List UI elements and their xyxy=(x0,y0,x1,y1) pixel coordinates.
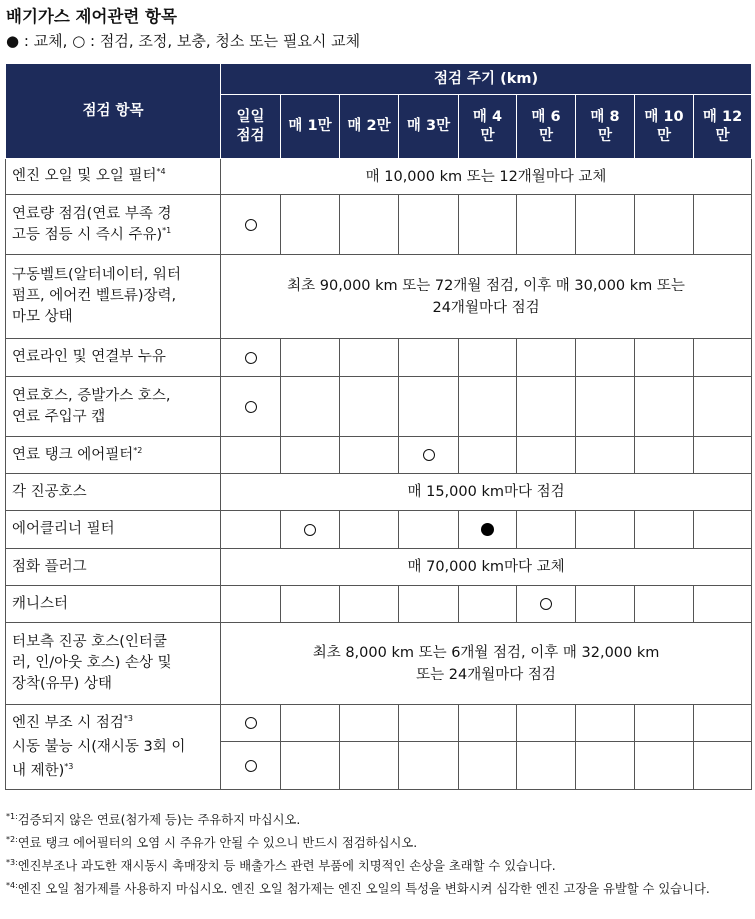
interval-text xyxy=(221,255,752,339)
schedule-cell xyxy=(576,742,635,790)
item-name xyxy=(6,623,221,705)
schedule-cell xyxy=(221,195,281,255)
footnote xyxy=(6,881,752,898)
table-row xyxy=(6,586,752,623)
item-line: 고등 점등 시 즉시 주유) xyxy=(12,226,163,243)
interval-line: 매 70,000 km마다 교체 xyxy=(407,559,565,575)
schedule-cell xyxy=(576,195,635,255)
schedule-cell xyxy=(281,511,340,549)
schedule-cell xyxy=(694,437,752,474)
note-ref: *2 xyxy=(133,445,143,455)
item-line: 터보측 진공 호스(인터쿨 xyxy=(12,634,167,650)
check-mark-icon xyxy=(245,352,257,364)
period-line: 매 3만 xyxy=(406,118,451,134)
period-line: 점검 xyxy=(236,127,265,144)
schedule-cell xyxy=(694,586,752,623)
schedule-cell xyxy=(576,437,635,474)
period-line: 일일 xyxy=(236,108,265,125)
schedule-cell xyxy=(340,586,399,623)
item-name xyxy=(6,511,221,549)
schedule-cell xyxy=(340,511,399,549)
table-row xyxy=(6,377,752,437)
header-period-cell xyxy=(694,95,752,159)
table-row xyxy=(6,255,752,339)
table-row xyxy=(6,339,752,377)
schedule-cell xyxy=(221,742,281,790)
schedule-cell xyxy=(281,705,340,742)
maintenance-table xyxy=(5,63,752,790)
header-period-cell xyxy=(517,95,576,159)
schedule-cell xyxy=(517,195,576,255)
schedule-cell xyxy=(694,195,752,255)
item-name xyxy=(6,437,221,474)
check-mark-icon xyxy=(245,760,257,772)
schedule-cell xyxy=(517,437,576,474)
note-ref: *1 xyxy=(162,225,172,235)
item-line: 펌프, 에어컨 벨트류)장력, xyxy=(12,288,177,304)
interval-line: 매 15,000 km마다 점검 xyxy=(407,484,565,500)
schedule-cell xyxy=(399,437,459,474)
item-name xyxy=(6,339,221,377)
table-row xyxy=(6,623,752,705)
schedule-cell xyxy=(576,705,635,742)
header-item: 점검 항목 xyxy=(6,64,221,159)
schedule-cell xyxy=(340,705,399,742)
interval-text xyxy=(221,474,752,511)
period-line: 만 xyxy=(538,127,553,144)
item-line: 마모 상태 xyxy=(12,309,73,325)
item-name xyxy=(6,474,221,511)
table-row xyxy=(6,549,752,586)
table-row xyxy=(6,159,752,195)
footnote-mark: *1: xyxy=(6,811,18,821)
schedule-cell xyxy=(576,511,635,549)
schedule-cell xyxy=(576,586,635,623)
schedule-cell xyxy=(340,742,399,790)
item-line: 엔진 오일 및 오일 필터 xyxy=(12,168,157,184)
schedule-cell xyxy=(340,195,399,255)
schedule-cell xyxy=(340,339,399,377)
schedule-cell xyxy=(459,339,517,377)
schedule-cell xyxy=(459,742,517,790)
item-line: 연료라인 및 연결부 누유 xyxy=(12,349,166,365)
item-name xyxy=(6,195,221,255)
footnotes xyxy=(6,812,752,904)
schedule-cell xyxy=(281,742,340,790)
schedule-cell xyxy=(635,511,694,549)
footnote xyxy=(6,835,752,852)
item-line: 내 제한) xyxy=(12,763,65,779)
schedule-cell xyxy=(694,705,752,742)
period-line: 만 xyxy=(597,127,612,144)
header-period-cell xyxy=(281,95,340,159)
schedule-cell xyxy=(576,377,635,437)
interval-line: 최초 8,000 km 또는 6개월 점검, 이후 매 32,000 km xyxy=(312,644,660,661)
check-mark-icon xyxy=(423,449,435,461)
schedule-cell xyxy=(459,195,517,255)
interval-text xyxy=(221,623,752,705)
schedule-cell xyxy=(517,377,576,437)
interval-line: 또는 24개월마다 점검 xyxy=(416,666,556,683)
schedule-cell xyxy=(635,705,694,742)
item-line: 캐니스터 xyxy=(12,595,69,612)
item-name xyxy=(6,586,221,623)
period-line: 매 10 xyxy=(644,108,684,125)
item-name xyxy=(6,377,221,437)
schedule-cell xyxy=(399,705,459,742)
item-line: 각 진공호스 xyxy=(12,483,87,500)
schedule-cell xyxy=(221,437,281,474)
schedule-cell xyxy=(221,339,281,377)
schedule-cell xyxy=(459,437,517,474)
item-name xyxy=(6,549,221,586)
note-ref: *3 xyxy=(123,714,133,724)
footnote-text: 엔진부조나 과도한 재시동시 촉매장치 등 배출가스 관련 부품에 치명적인 손상을 초래할 수 있습니다. xyxy=(17,859,556,873)
check-mark-icon xyxy=(245,219,257,231)
item-line: 점화 플러그 xyxy=(12,558,87,575)
period-line: 매 2만 xyxy=(347,118,391,134)
item-line: 연료 주입구 캡 xyxy=(12,408,106,425)
schedule-cell xyxy=(399,339,459,377)
schedule-cell xyxy=(517,742,576,790)
interval-line: 최초 90,000 km 또는 72개월 점검, 이후 매 30,000 km 또는 xyxy=(287,277,685,294)
header-period-cell xyxy=(340,95,399,159)
schedule-cell xyxy=(517,586,576,623)
footnote xyxy=(6,812,752,829)
table-row xyxy=(6,511,752,549)
footnote-mark: *4: xyxy=(6,880,18,890)
schedule-cell xyxy=(399,195,459,255)
schedule-cell xyxy=(635,339,694,377)
period-line: 매 12 xyxy=(702,108,743,125)
item-line: 러, 인/아웃 호스) 손상 및 xyxy=(12,655,172,671)
header-period-cell xyxy=(399,95,459,159)
schedule-cell xyxy=(281,339,340,377)
schedule-cell xyxy=(281,377,340,437)
period-line: 매 8 xyxy=(590,108,620,125)
footnote-text: 연료 탱크 에어필터의 오염 시 주유가 안될 수 있으니 반드시 점검하십시오. xyxy=(17,836,418,850)
schedule-cell xyxy=(635,742,694,790)
check-mark-icon xyxy=(245,717,257,729)
period-line: 매 1만 xyxy=(288,118,332,134)
check-mark-icon xyxy=(304,524,316,536)
footnote xyxy=(6,858,752,875)
interval-text xyxy=(221,159,752,195)
item-line: 장착(유무) 상태 xyxy=(12,676,112,692)
header-period-cell xyxy=(635,95,694,159)
table-row xyxy=(6,195,752,255)
footnote-mark: *3: xyxy=(6,857,18,867)
header-period-cell xyxy=(459,95,517,159)
schedule-cell xyxy=(635,195,694,255)
schedule-cell xyxy=(517,511,576,549)
note-ref: *4 xyxy=(156,167,166,177)
schedule-cell xyxy=(221,586,281,623)
schedule-cell xyxy=(635,437,694,474)
schedule-cell xyxy=(635,586,694,623)
schedule-cell xyxy=(459,705,517,742)
item-line: 구동벨트(알터네이터, 워터 xyxy=(12,267,181,283)
note-ref: *3 xyxy=(64,762,74,772)
item-name xyxy=(6,705,221,790)
schedule-cell xyxy=(221,511,281,549)
schedule-cell xyxy=(399,377,459,437)
schedule-cell xyxy=(459,511,517,549)
header-period-cell xyxy=(576,95,635,159)
schedule-cell xyxy=(399,511,459,549)
period-line: 매 6 xyxy=(531,108,561,125)
check-mark-icon xyxy=(245,401,257,413)
schedule-cell xyxy=(399,742,459,790)
interval-line: 24개월마다 점검 xyxy=(432,299,540,316)
schedule-cell xyxy=(635,377,694,437)
item-line: 에어클리너 필터 xyxy=(12,521,115,537)
footnote-mark: *2: xyxy=(6,834,18,844)
schedule-cell xyxy=(694,339,752,377)
item-line: 시동 불능 시(재시동 3회 이 xyxy=(12,739,186,755)
period-line: 만 xyxy=(480,127,495,144)
schedule-cell xyxy=(221,705,281,742)
table-row xyxy=(6,437,752,474)
page-title: 배기가스 제어관련 항목 xyxy=(6,7,177,26)
schedule-cell xyxy=(517,339,576,377)
item-line: 연료 탱크 에어필터 xyxy=(12,446,134,463)
footnote-text: 검증되지 않은 연료(첨가제 등)는 주유하지 마십시오. xyxy=(17,813,301,827)
schedule-cell xyxy=(221,377,281,437)
schedule-cell xyxy=(281,586,340,623)
schedule-cell xyxy=(576,339,635,377)
schedule-cell xyxy=(281,437,340,474)
schedule-cell xyxy=(399,586,459,623)
legend: ● : 교체, ○ : 점검, 조정, 보충, 청소 또는 필요시 교체 xyxy=(6,32,361,50)
schedule-cell xyxy=(459,586,517,623)
period-line: 만 xyxy=(656,127,671,144)
check-mark-icon xyxy=(540,598,552,610)
schedule-cell xyxy=(517,705,576,742)
schedule-cell xyxy=(281,195,340,255)
item-line: 엔진 부조 시 점검 xyxy=(12,715,124,731)
item-line: 연료호스, 증발가스 호스, xyxy=(12,387,171,404)
item-name xyxy=(6,255,221,339)
schedule-cell xyxy=(694,377,752,437)
table-row xyxy=(6,474,752,511)
schedule-cell xyxy=(340,437,399,474)
schedule-cell xyxy=(459,377,517,437)
schedule-cell xyxy=(694,511,752,549)
table-row xyxy=(6,705,752,742)
replace-mark-icon xyxy=(481,523,494,536)
header-period: 점검 주기 (km) xyxy=(221,64,752,95)
schedule-cell xyxy=(694,742,752,790)
period-line: 매 4 xyxy=(472,108,503,125)
interval-text xyxy=(221,549,752,586)
interval-line: 매 10,000 km 또는 12개월마다 교체 xyxy=(365,168,607,185)
schedule-cell xyxy=(340,377,399,437)
item-name xyxy=(6,159,221,195)
footnote-text: 엔진 오일 첨가제를 사용하지 마십시오. 엔진 오일 첨가제는 엔진 오일의 특성을 변화시켜 심각한 엔진 고장을 유발할 수 있습니다. xyxy=(17,882,710,896)
item-line: 연료량 점검(연료 부족 경 xyxy=(12,205,172,222)
header-period-cell xyxy=(221,95,281,159)
period-line: 만 xyxy=(715,127,730,144)
